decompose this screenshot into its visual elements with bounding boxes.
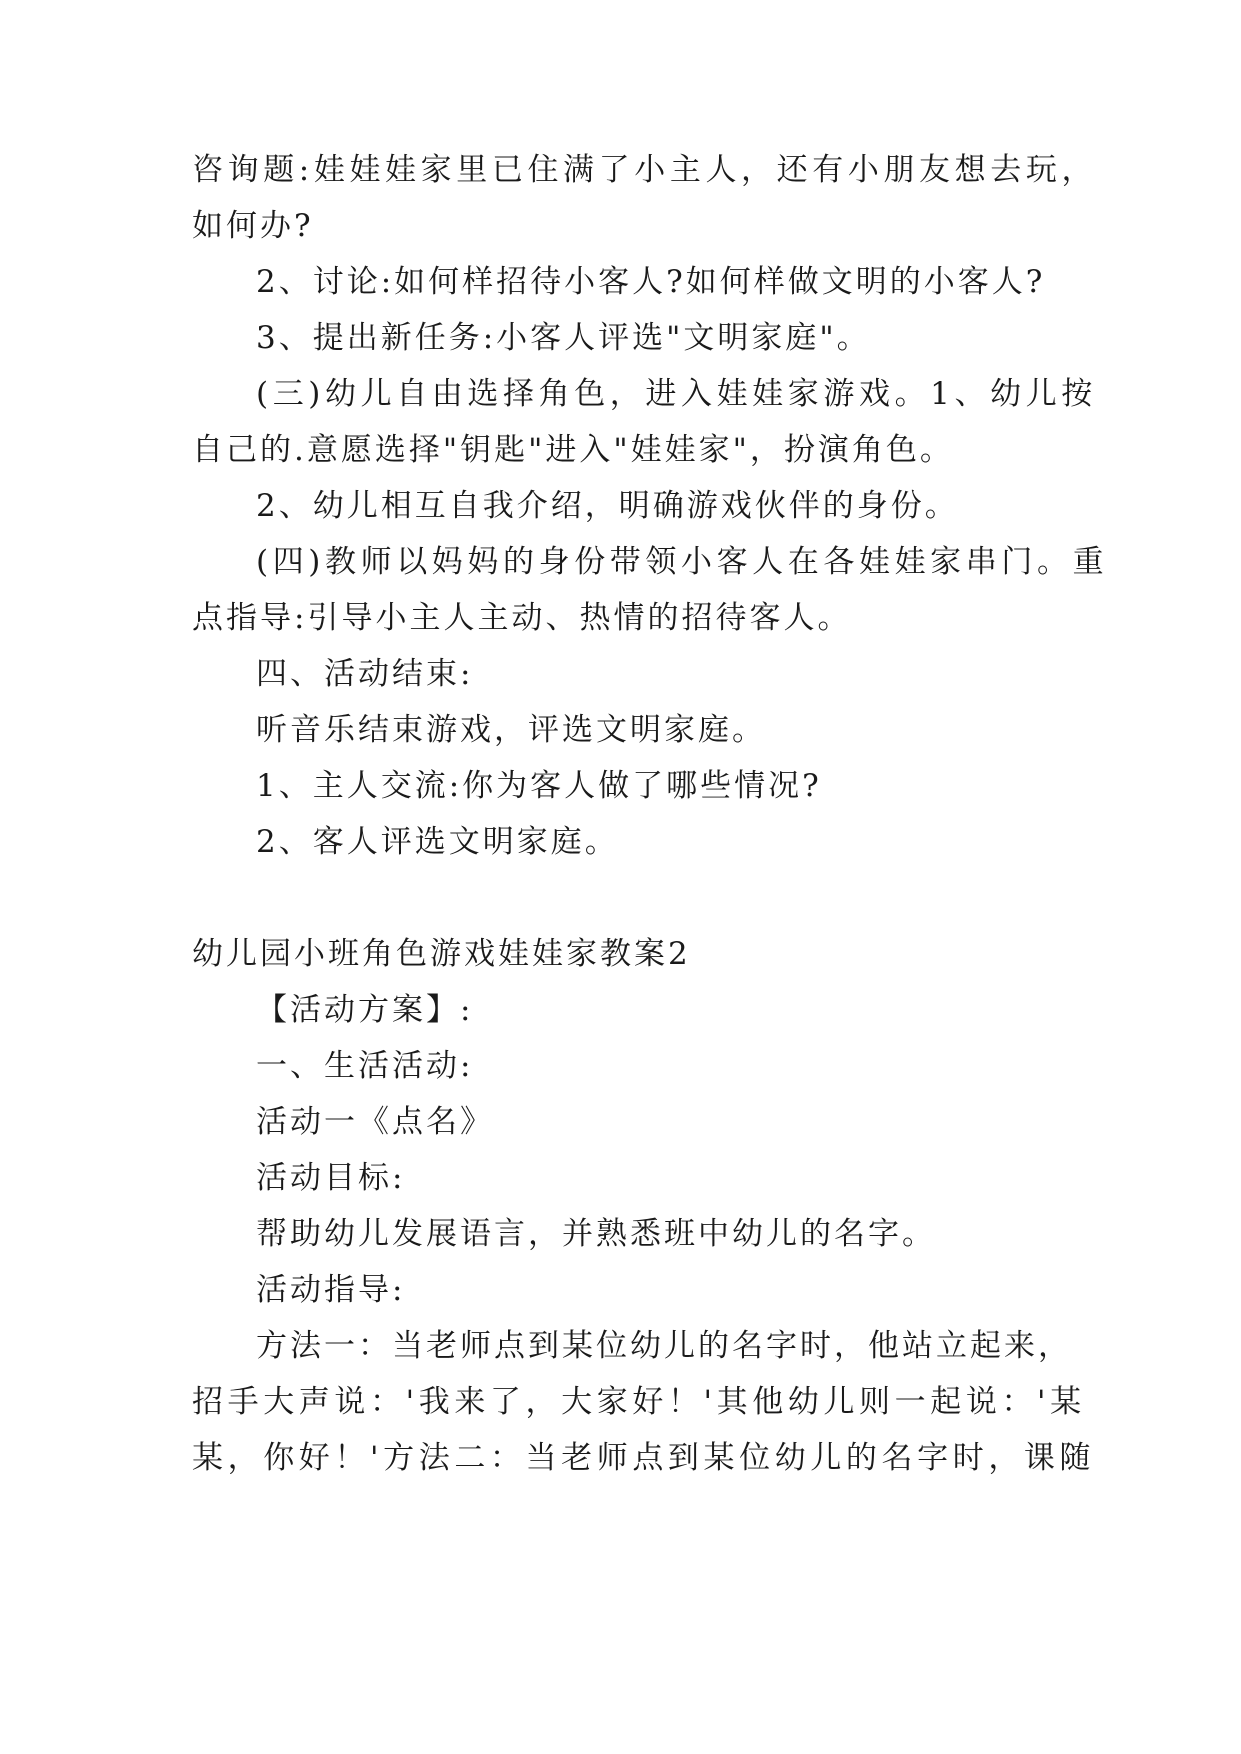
section-heading: 四、活动结束:: [256, 656, 474, 692]
text-line: (四)教师以妈妈的身份带领小客人在各娃娃家串门。重: [256, 544, 1109, 580]
text-line: 3、提出新任务:小客人评选"文明家庭"。: [256, 320, 871, 356]
text-line: 如何办?: [192, 208, 314, 244]
text-line: (三)幼儿自由选择角色，进入娃娃家游戏。1、幼儿按: [256, 376, 1097, 412]
section-heading: 【活动方案】:: [256, 992, 474, 1028]
text-line: 点指导:引导小主人主动、热情的招待客人。: [192, 600, 852, 636]
text-line: 活动指导:: [256, 1272, 406, 1308]
text-line: 自己的.意愿选择"钥匙"进入"娃娃家"，扮演角色。: [192, 432, 954, 468]
text-line: 活动一《点名》: [256, 1104, 494, 1140]
text-line: 某，你好！'方法二：当老师点到某位幼儿的名字时，课随: [192, 1440, 1096, 1476]
text-line: 活动目标:: [256, 1160, 406, 1196]
text-line: 2、客人评选文明家庭。: [256, 824, 619, 860]
section-heading: 一、生活活动:: [256, 1048, 474, 1084]
text-line: 2、幼儿相互自我介绍，明确游戏伙伴的身份。: [256, 488, 959, 524]
text-line: 招手大声说：'我来了，大家好！'其他幼儿则一起说：'某: [192, 1384, 1086, 1420]
document-title: 幼儿园小班角色游戏娃娃家教案2: [192, 936, 691, 972]
text-line: 方法一：当老师点到某位幼儿的名字时，他站立起来，: [256, 1328, 1072, 1364]
text-line: 听音乐结束游戏，评选文明家庭。: [256, 712, 766, 748]
text-line: 咨询题:娃娃娃家里已住满了小主人，还有小朋友想去玩，: [192, 152, 1098, 188]
text-line: 1、主人交流:你为客人做了哪些情况?: [256, 768, 822, 804]
text-line: 帮助幼儿发展语言，并熟悉班中幼儿的名字。: [256, 1216, 936, 1252]
text-line: 2、讨论:如何样招待小客人?如何样做文明的小客人?: [256, 264, 1046, 300]
